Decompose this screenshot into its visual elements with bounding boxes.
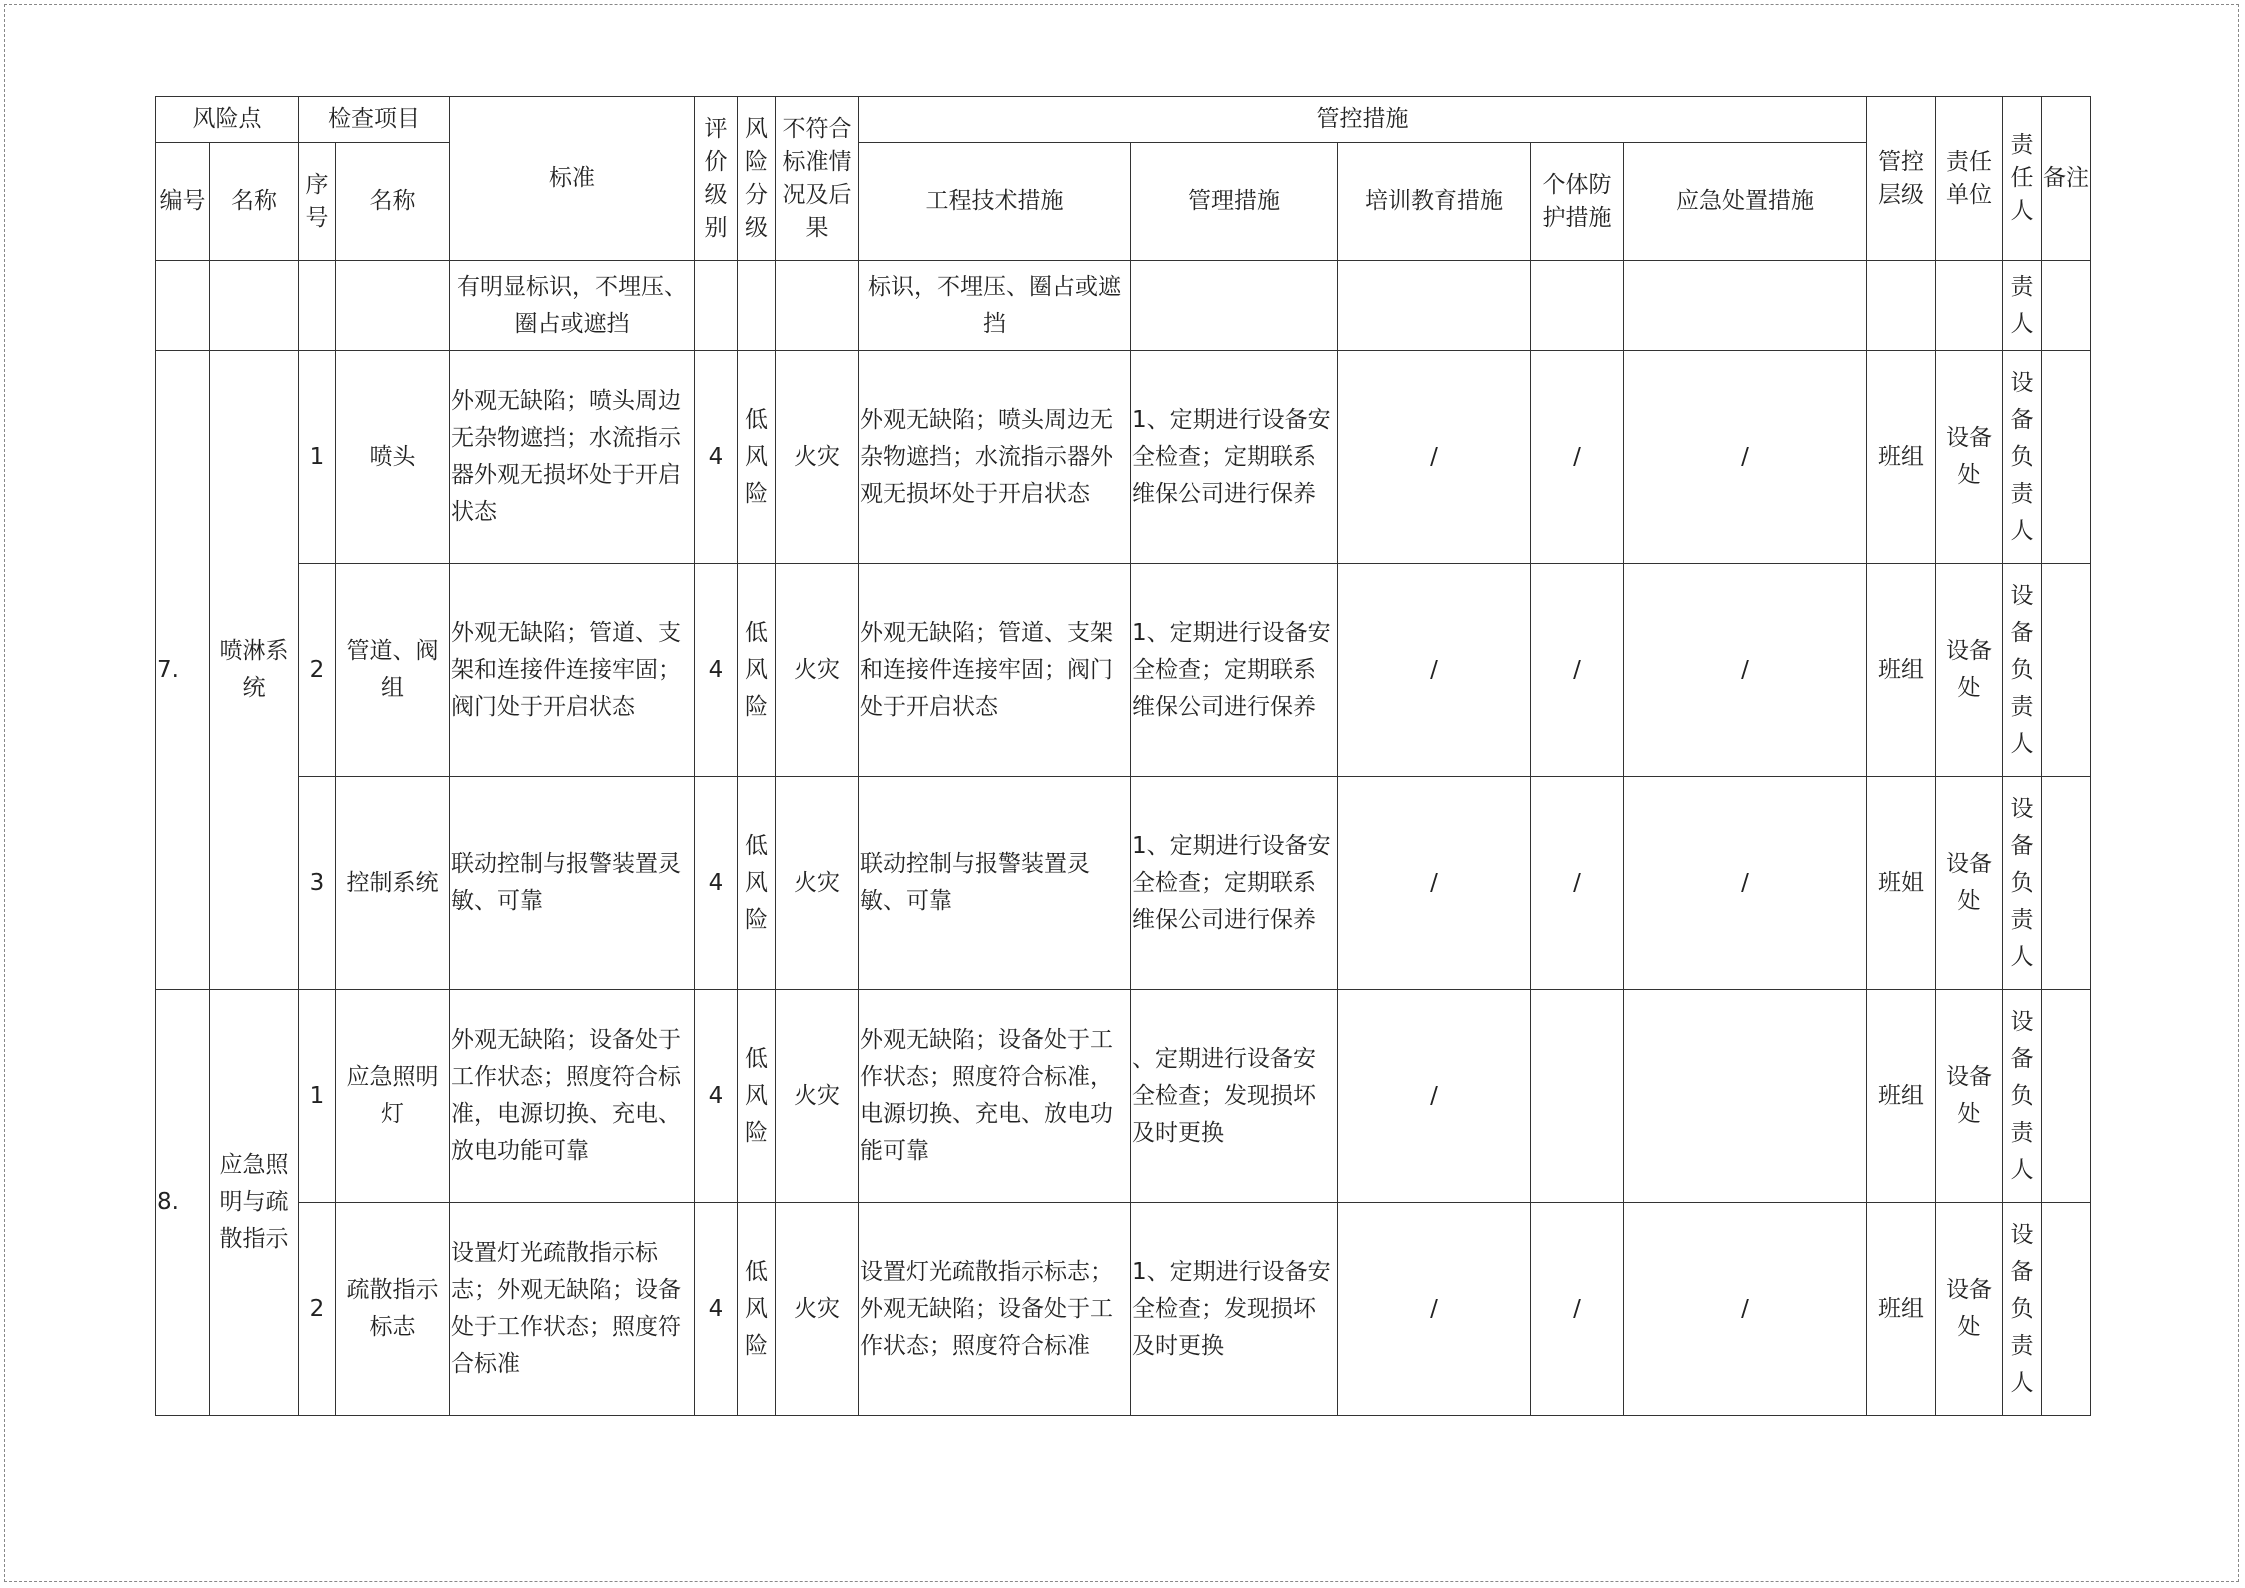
- cell-training: /: [1338, 351, 1531, 564]
- cell-eval: 4: [695, 990, 738, 1203]
- cell-person: 设备负责人: [2003, 351, 2042, 564]
- cell-ppe: /: [1531, 351, 1624, 564]
- cell-mgmt: 1、定期进行设备安全检查；发现损坏及时更换: [1131, 1203, 1338, 1416]
- header-control-level: 管控层级: [1867, 97, 1936, 261]
- cell-standard: 外观无缺陷；设备处于工作状态；照度符合标准，电源切换、充电、放电功能可靠: [450, 990, 695, 1203]
- header-item-name: 名称: [336, 143, 450, 261]
- cell-consequence: 火灾: [776, 777, 859, 990]
- cell-emergency: /: [1624, 351, 1867, 564]
- table-row: [156, 1203, 2091, 1416]
- cell-item-name: 疏散指示标志: [336, 1203, 450, 1416]
- header-remarks: 备注: [2042, 97, 2091, 261]
- header-check-item: 检查项目: [299, 97, 450, 143]
- cell-eng-tech: 设置灯光疏散指示标志；外观无缺陷；设备处于工作状态；照度符合标准: [859, 1203, 1131, 1416]
- header-noncompliance: 不符合标准情况及后果: [776, 97, 859, 261]
- cell-consequence: 火灾: [776, 1203, 859, 1416]
- header-standard: 标准: [450, 97, 695, 261]
- header-resp-unit: 责任单位: [1936, 97, 2003, 261]
- cell-training: /: [1338, 1203, 1531, 1416]
- header-risk-point: 风险点: [156, 97, 299, 143]
- cell-unit: 设备处: [1936, 990, 2003, 1203]
- cell-code: 7.: [156, 351, 210, 990]
- cell-item-name: 应急照明灯: [336, 990, 450, 1203]
- cell-mgmt: 、定期进行设备安全检查；发现损坏及时更换: [1131, 990, 1338, 1203]
- header-risk-grade: 风险分级: [738, 97, 776, 261]
- cell-resp-person: 责人: [2003, 261, 2042, 351]
- cell-emergency: [1624, 990, 1867, 1203]
- table-row: [156, 564, 2091, 777]
- cell-mgmt: 1、定期进行设备安全检查；定期联系维保公司进行保养: [1131, 351, 1338, 564]
- cell-unit: 设备处: [1936, 351, 2003, 564]
- cell-consequence: 火灾: [776, 564, 859, 777]
- cell-standard: 外观无缺陷；喷头周边无杂物遮挡；水流指示器外观无损坏处于开启状态: [450, 351, 695, 564]
- cell-level: 班组: [1867, 351, 1936, 564]
- cell-level: 班组: [1867, 564, 1936, 777]
- cell-training: /: [1338, 777, 1531, 990]
- cell-risk: 低风险: [738, 777, 776, 990]
- cell-emergency: /: [1624, 777, 1867, 990]
- cell-eval: 4: [695, 351, 738, 564]
- header-eval-level: 评价级别: [695, 97, 738, 261]
- cell-person: 设备负责人: [2003, 777, 2042, 990]
- table-row: [156, 990, 2091, 1203]
- cell-standard: 外观无缺陷；管道、支架和连接件连接牢固；阀门处于开启状态: [450, 564, 695, 777]
- risk-control-table: [155, 96, 2091, 1416]
- cell-seq: 2: [299, 564, 336, 777]
- cell-level: 班姐: [1867, 777, 1936, 990]
- cell-code: 8.: [156, 990, 210, 1416]
- cell-remark: [2042, 1203, 2091, 1416]
- cell-mgmt: 1、定期进行设备安全检查；定期联系维保公司进行保养: [1131, 777, 1338, 990]
- table-row: [156, 351, 2091, 564]
- header-resp-person: 责任人: [2003, 97, 2042, 261]
- cell-remark: [2042, 564, 2091, 777]
- cell-standard: 有明显标识，不埋压、圈占或遮挡: [450, 261, 695, 351]
- header-ppe: 个体防护措施: [1531, 143, 1624, 261]
- cell-person: 设备负责人: [2003, 564, 2042, 777]
- cell-person: 设备负责人: [2003, 990, 2042, 1203]
- header-name: 名称: [210, 143, 299, 261]
- header-emergency: 应急处置措施: [1624, 143, 1867, 261]
- cell-eng-tech: 外观无缺陷；管道、支架和连接件连接牢固；阀门处于开启状态: [859, 564, 1131, 777]
- cell-mgmt: 1、定期进行设备安全检查；定期联系维保公司进行保养: [1131, 564, 1338, 777]
- cell-seq: 1: [299, 351, 336, 564]
- cell-eng-tech: 联动控制与报警装置灵敏、可靠: [859, 777, 1131, 990]
- cell-unit: 设备处: [1936, 777, 2003, 990]
- table-row: [156, 777, 2091, 990]
- header-eng-tech: 工程技术措施: [859, 143, 1131, 261]
- cell-risk: 低风险: [738, 990, 776, 1203]
- cell-emergency: /: [1624, 564, 1867, 777]
- header-code: 编号: [156, 143, 210, 261]
- cell-risk: 低风险: [738, 1203, 776, 1416]
- cell-ppe: /: [1531, 564, 1624, 777]
- cell-eng-tech: 外观无缺陷；喷头周边无杂物遮挡；水流指示器外观无损坏处于开启状态: [859, 351, 1131, 564]
- cell-training: /: [1338, 990, 1531, 1203]
- header-seq: 序号: [299, 143, 336, 261]
- cell-ppe: [1531, 990, 1624, 1203]
- cell-consequence: 火灾: [776, 990, 859, 1203]
- cell-item-name: 控制系统: [336, 777, 450, 990]
- cell-item-name: 管道、阀组: [336, 564, 450, 777]
- cell-level: 班组: [1867, 990, 1936, 1203]
- cell-unit: 设备处: [1936, 1203, 2003, 1416]
- cell-eval: 4: [695, 777, 738, 990]
- cell-unit: 设备处: [1936, 564, 2003, 777]
- header-training: 培训教育措施: [1338, 143, 1531, 261]
- cell-remark: [2042, 990, 2091, 1203]
- table-row: [156, 261, 2091, 351]
- cell-risk-name: 喷淋系统: [210, 351, 299, 990]
- cell-level: 班组: [1867, 1203, 1936, 1416]
- cell-remark: [2042, 777, 2091, 990]
- header-mgmt: 管理措施: [1131, 143, 1338, 261]
- cell-ppe: /: [1531, 777, 1624, 990]
- cell-person: 设备负责人: [2003, 1203, 2042, 1416]
- cell-consequence: 火灾: [776, 351, 859, 564]
- cell-seq: 1: [299, 990, 336, 1203]
- cell-eval: 4: [695, 1203, 738, 1416]
- cell-standard: 联动控制与报警装置灵敏、可靠: [450, 777, 695, 990]
- cell-standard: 设置灯光疏散指示标志；外观无缺陷；设备处于工作状态；照度符合标准: [450, 1203, 695, 1416]
- cell-eval: 4: [695, 564, 738, 777]
- cell-risk-name: 应急照明与疏散指示: [210, 990, 299, 1416]
- cell-training: /: [1338, 564, 1531, 777]
- cell-remark: [2042, 351, 2091, 564]
- cell-risk: 低风险: [738, 564, 776, 777]
- cell-eng-tech: 外观无缺陷；设备处于工作状态；照度符合标准，电源切换、充电、放电功能可靠: [859, 990, 1131, 1203]
- cell-ppe: /: [1531, 1203, 1624, 1416]
- cell-risk: 低风险: [738, 351, 776, 564]
- cell-seq: 2: [299, 1203, 336, 1416]
- cell-eng-tech: 标识，不埋压、圈占或遮挡: [859, 261, 1131, 351]
- cell-seq: 3: [299, 777, 336, 990]
- cell-item-name: 喷头: [336, 351, 450, 564]
- cell-emergency: /: [1624, 1203, 1867, 1416]
- header-control-measures: 管控措施: [859, 97, 1867, 143]
